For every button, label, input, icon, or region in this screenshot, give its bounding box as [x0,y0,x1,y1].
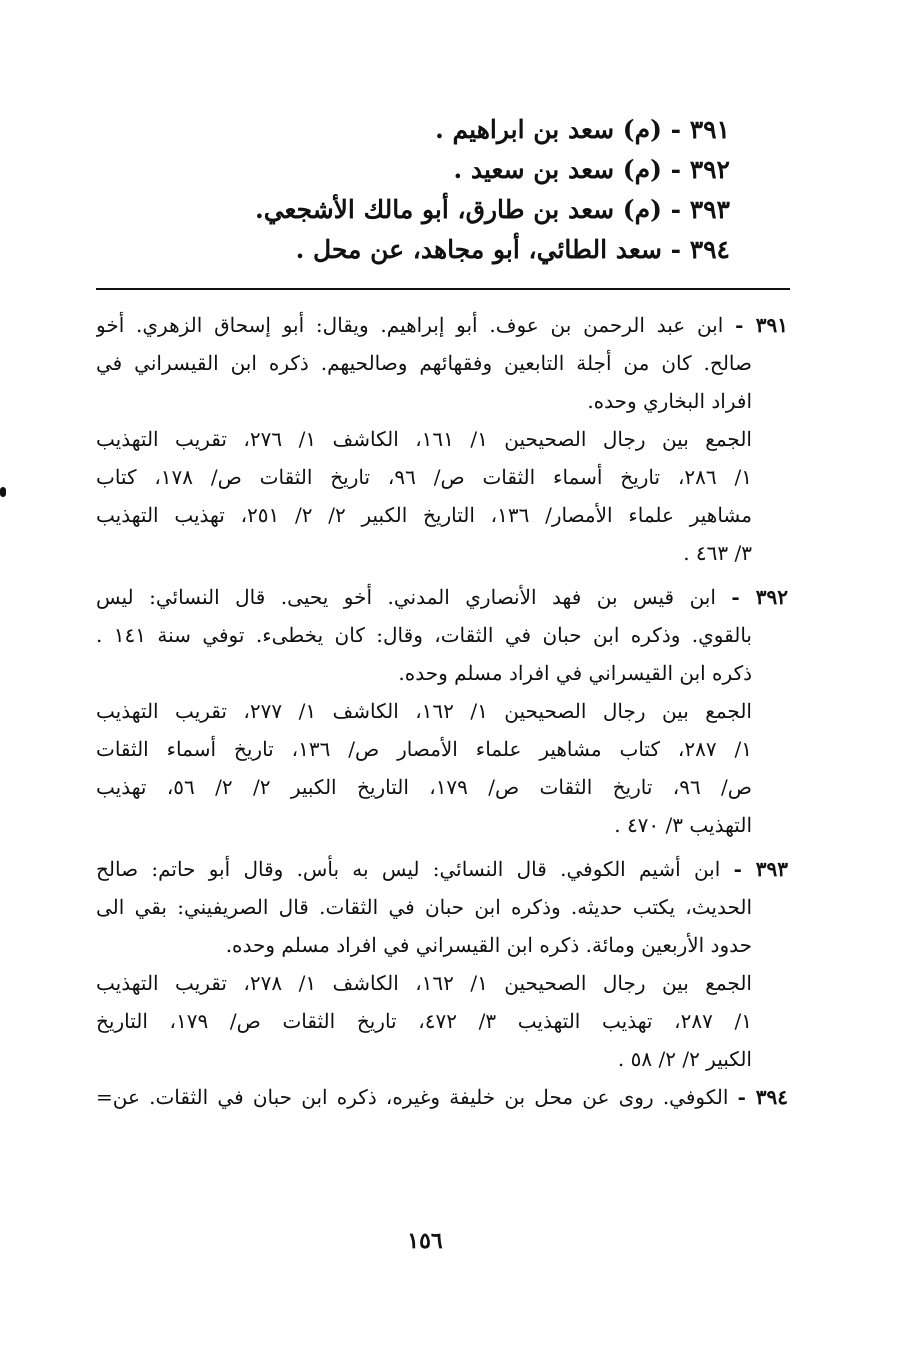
entry-line: ١/ ٢٨٧، كتاب مشاهير علماء الأمصار ص/ ١٣٦، تاريخ أسماء الثقات [96,737,752,761]
heading-391: ٣٩١ - (م) سعد بن ابراهيم . [435,115,730,144]
entry-line: مشاهير علماء الأمصار/ ١٣٦، التاريخ الكبير ٢/ ٢/ ٢٥١، تهذيب التهذيب [96,503,752,527]
heading-392: ٣٩٢ - (م) سعد بن سعيد . [453,155,730,184]
footnote-entry-392 [96,578,788,844]
entry-text: ابن قيس بن فهد الأنصاري المدني. أخو يحيى. قال النسائي: ليس [96,585,716,609]
heading-393: ٣٩٣ - (م) سعد بن طارق، أبو مالك الأشجعي. [254,195,730,224]
entry-line: افراد البخاري وحده. [587,389,752,413]
entry-line: الحديث، يكتب حديثه. وذكره ابن حبان في الثقات. قال الصريفيني: بقي الى [96,895,752,919]
entry-line: الجمع بين رجال الصحيحين ١/ ١٦٢، الكاشف ١/ ٢٧٨، تقريب التهذيب [96,971,752,995]
page-number: ١٥٦ [407,1228,443,1254]
footnotes-body [96,306,788,1116]
entry-headings [210,110,730,270]
entry-line: ٣/ ٤٦٣ . [683,541,752,565]
footnote-entry-391 [96,306,788,572]
entry-text: ابن عبد الرحمن بن عوف. أبو إبراهيم. ويقال: أبو إسحاق الزهري. أخو [96,313,724,337]
margin-mark [0,487,6,497]
entry-number: ٣٩٤ - [737,1085,788,1109]
entry-line: ذكره ابن القيسراني في افراد مسلم وحده. [398,661,752,685]
entry-line [96,850,788,888]
entry-text: ابن أشيم الكوفي. قال النسائي: ليس به بأس. وقال أبو حاتم: صالح [96,857,721,881]
entry-line: الكبير ٢/ ٢/ ٥٨ . [617,1047,752,1071]
entry-line: التهذيب ٣/ ٤٧٠ . [614,813,752,837]
footnote-divider [96,288,790,290]
entry-line [96,306,788,344]
entry-line [96,578,788,616]
entry-line [96,1078,788,1116]
entry-line: بالقوي. وذكره ابن حبان في الثقات، وقال: كان يخطىء. توفي سنة ١٤١ . [96,623,752,647]
footnote-entry-394 [96,1078,788,1116]
entry-number: ٣٩٣ - [733,857,788,881]
entry-line: صالح. كان من أجلة التابعين وفقهائهم وصالحيهم. ذكره ابن القيسراني في [96,351,752,375]
entry-line: حدود الأربعين ومائة. ذكره ابن القيسراني في افراد مسلم وحده. [225,933,752,957]
entry-number: ٣٩١ - [735,313,788,337]
entry-line: ص/ ٩٦، تاريخ الثقات ص/ ١٧٩، التاريخ الكبير ٢/ ٢/ ٥٦، تهذيب [96,775,752,799]
entry-text: الكوفي. روى عن محل بن خليفة وغيره، ذكره ابن حبان في الثقات. عن= [96,1085,729,1109]
entry-line: الجمع بين رجال الصحيحين ١/ ١٦٢، الكاشف ١/ ٢٧٧، تقريب التهذيب [96,699,752,723]
entry-line: الجمع بين رجال الصحيحين ١/ ١٦١، الكاشف ١/ ٢٧٦، تقريب التهذيب [96,427,752,451]
heading-394: ٣٩٤ - سعد الطائي، أبو مجاهد، عن محل . [295,235,730,264]
footnote-entry-393 [96,850,788,1078]
entry-number: ٣٩٢ - [731,585,788,609]
entry-line: ١/ ٢٨٦، تاريخ أسماء الثقات ص/ ٩٦، تاريخ الثقات ص/ ١٧٨، كتاب [96,465,752,489]
entry-line: ١/ ٢٨٧، تهذيب التهذيب ٣/ ٤٧٢، تاريخ الثقات ص/ ١٧٩، التاريخ [96,1009,752,1033]
